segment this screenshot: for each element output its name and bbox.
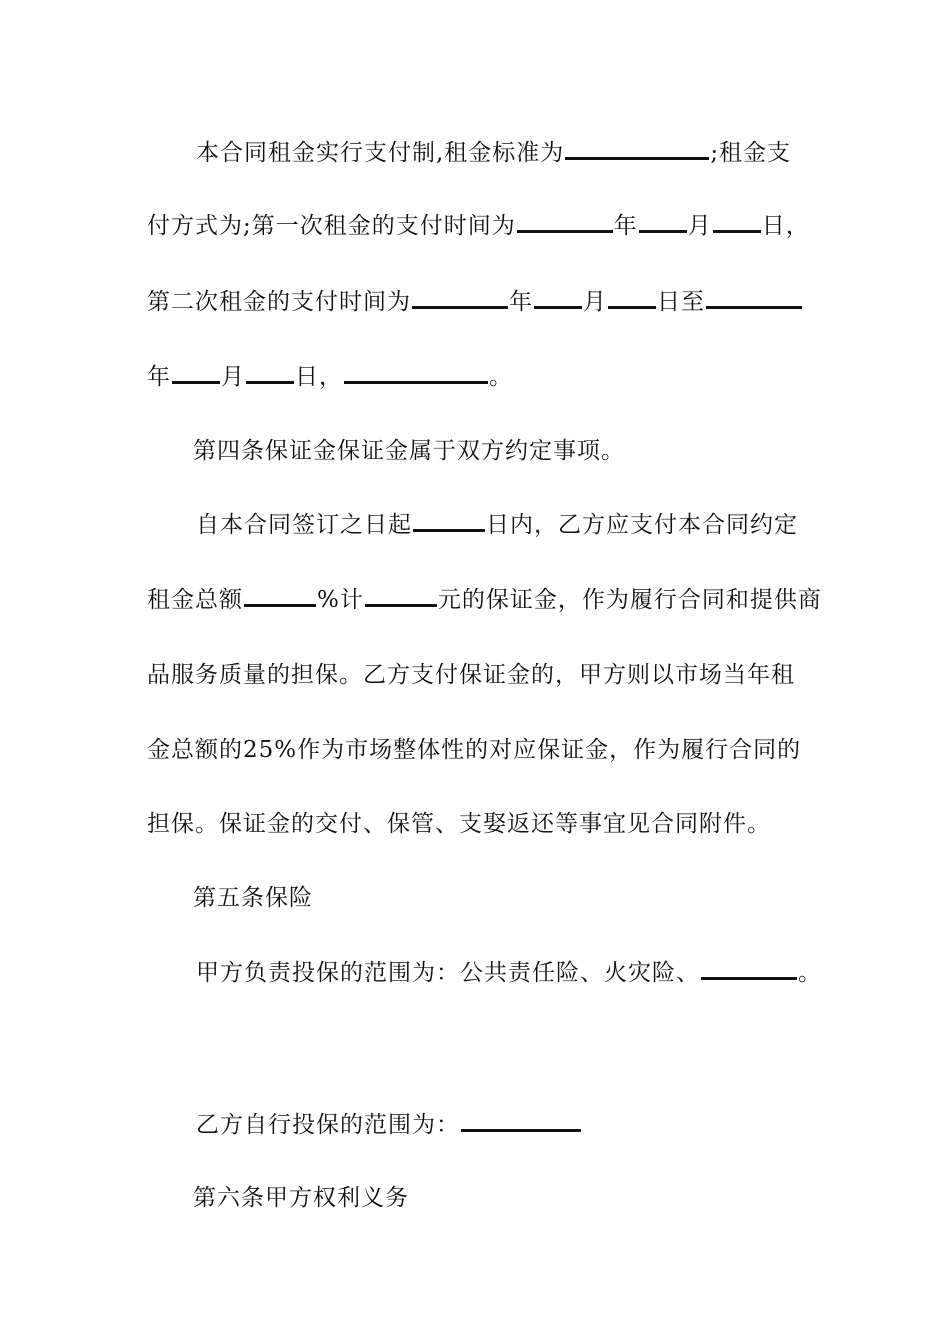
fill-in-blank — [608, 306, 656, 309]
fill-in-blank — [461, 1129, 581, 1132]
text-segment: 月 — [583, 289, 607, 315]
text-segment: 第二次租金的支付时间为 — [147, 289, 411, 315]
text-segment: 。 — [489, 364, 513, 390]
paragraph-line — [147, 211, 810, 241]
paragraph-line — [147, 287, 803, 317]
text-segment: 年 — [147, 364, 171, 390]
text-segment: 租金总额 — [147, 587, 243, 613]
text-segment: 品服务质量的担保。乙方支付保证金的，甲方则以市场当年租 — [147, 662, 795, 688]
text-segment: 乙方自行投保的范围为： — [196, 1112, 460, 1138]
fill-in-blank — [172, 381, 220, 384]
fill-in-blank — [517, 230, 613, 233]
text-segment: 日， — [295, 364, 343, 390]
paragraph-line — [196, 958, 822, 988]
paragraph-line — [147, 735, 801, 765]
text-segment: 第四条保证金保证金属于双方约定事项。 — [193, 438, 625, 464]
fill-in-blank — [365, 604, 437, 607]
section-heading — [193, 436, 625, 466]
fill-in-blank — [534, 306, 582, 309]
paragraph-line — [196, 138, 791, 168]
text-segment: 年 — [509, 289, 533, 315]
section-heading — [193, 1183, 409, 1213]
text-segment: 元的保证金，作为履行合同和提供商 — [437, 587, 822, 613]
text-segment: 甲方负责投保的范围为：公共责任险、火灾险、 — [196, 960, 700, 986]
text-segment: 日内，乙方应支付本合同约定 — [486, 512, 798, 538]
paragraph-line — [147, 585, 822, 615]
paragraph-line — [196, 510, 798, 540]
text-segment: 第六条甲方权利义务 — [193, 1185, 409, 1211]
text-segment: 第五条保险 — [193, 885, 313, 911]
text-segment: 付方式为;第一次租金的支付时间为 — [147, 213, 516, 239]
fill-in-blank — [344, 381, 488, 384]
fill-in-blank — [246, 381, 294, 384]
text-segment: %计 — [317, 587, 364, 613]
fill-in-blank — [639, 230, 687, 233]
paragraph-line — [147, 660, 795, 690]
text-segment: 金总额的25%作为市场整体性的对应保证金，作为履行合同的 — [147, 737, 802, 763]
paragraph-line — [147, 362, 513, 392]
text-segment: 本合同租金实行支付制,租金标准为 — [196, 140, 565, 166]
text-segment: ;租金支 — [710, 140, 792, 166]
fill-in-blank — [706, 306, 802, 309]
fill-in-blank — [565, 157, 709, 160]
fill-in-blank — [412, 306, 508, 309]
fill-in-blank — [713, 230, 761, 233]
text-segment: 自本合同签订之日起 — [196, 512, 412, 538]
fill-in-blank — [413, 529, 485, 532]
text-segment: 日至 — [657, 289, 705, 315]
text-segment: 。 — [798, 960, 822, 986]
text-segment: 年 — [613, 213, 638, 239]
fill-in-blank — [244, 604, 316, 607]
text-segment: 月 — [221, 364, 245, 390]
text-segment: 担保。保证金的交付、保管、支娶返还等事宜见合同附件。 — [147, 811, 771, 837]
paragraph-line — [196, 1110, 582, 1140]
fill-in-blank — [701, 977, 797, 980]
text-segment: 月 — [687, 213, 712, 239]
text-segment: 日， — [761, 213, 810, 239]
section-heading — [193, 883, 313, 913]
paragraph-line — [147, 809, 771, 839]
